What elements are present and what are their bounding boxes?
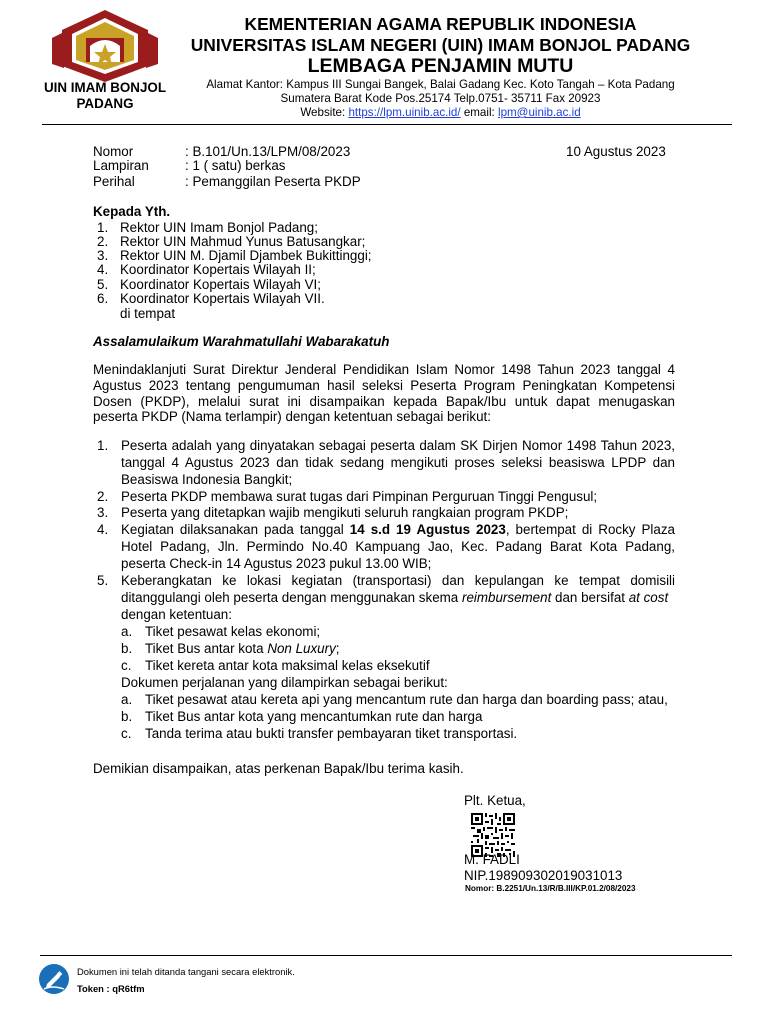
list-item-number: 4. <box>97 522 109 537</box>
perihal-value: : Pemanggilan Peserta PKDP <box>185 174 361 189</box>
provision-text: , bertempat di Rocky Plaza <box>505 522 675 537</box>
provision-text: dan bersifat <box>551 590 629 605</box>
ministry-title: KEMENTERIAN AGAMA REPUBLIK INDONESIA <box>244 14 637 34</box>
recipient-item: Rektor UIN Mahmud Yunus Batusangkar; <box>120 234 366 249</box>
sub-item: Tiket pesawat kelas ekonomi; <box>145 624 321 639</box>
recipients-heading: Kepada Yth. <box>93 204 171 219</box>
perihal-label: Perihal <box>93 174 135 189</box>
sub-item <box>145 641 340 657</box>
sub-item-italic: Non Luxury <box>267 641 336 656</box>
provision-line: tanggal 4 Agustus 2023 dan tidak sedang mengikuti proses seleksi beasiswa LPDP dan <box>121 455 675 470</box>
sub-item-text: ; <box>335 641 340 656</box>
nomor-value: : B.101/Un.13/LPM/08/2023 <box>185 144 351 159</box>
intro-line: Dosen (PKDP), melalui surat ini disampaikan kepada Bapak/Ibu untuk dapat menugaskan <box>93 394 675 409</box>
sub-letter: b. <box>121 709 133 724</box>
footer-token: Token : qR6tfm <box>77 983 145 994</box>
list-item-number: 4. <box>97 262 109 277</box>
provision-text: ditanggulangi oleh peserta dengan menggunakan skema <box>121 590 462 605</box>
sub-item: Tiket kereta antar kota maksimal kelas eksekutif <box>145 658 430 673</box>
institute-title: LEMBAGA PENJAMIN MUTU <box>307 55 574 77</box>
provision-line: peserta Check-in 14 Agustus 2023 pukul 13.00 WIB; <box>121 556 432 571</box>
qr-code-icon <box>471 813 515 857</box>
intro-line: Agustus 2023 tentang pengumuman hasil seleksi Peserta Program Peningkatan Kompetensi <box>93 378 675 393</box>
provision-text: Kegiatan dilaksanakan pada tanggal <box>121 522 350 537</box>
sub-letter: c. <box>121 658 132 673</box>
list-item-number: 6. <box>97 291 109 306</box>
closing-text: Demikian disampaikan, atas perkenan Bapak/Ibu terima kasih. <box>93 761 464 776</box>
header-divider <box>42 124 732 125</box>
provision-line: Peserta PKDP membawa surat tugas dari Pimpinan Perguruan Tinggi Pengusul; <box>121 489 598 504</box>
list-item-number: 1. <box>97 438 109 453</box>
list-item-number: 2. <box>97 489 109 504</box>
provision-line: Beasiswa Indonesia Bangkit; <box>121 472 293 487</box>
recipient-item: Rektor UIN Imam Bonjol Padang; <box>120 220 318 235</box>
university-logo <box>44 8 166 118</box>
provision-line: Peserta adalah yang dinyatakan sebagai peserta dalam SK Dirjen Nomor 1498 Tahun 2023, <box>121 438 675 453</box>
university-title: UNIVERSITAS ISLAM NEGERI (UIN) IMAM BONJOL PADANG <box>190 35 691 55</box>
list-item-number: 5. <box>97 277 109 292</box>
sub-item: Tiket Bus antar kota yang mencantumkan rute dan harga <box>145 709 483 724</box>
signatory-name: M. FADLI <box>464 852 520 867</box>
list-item-number: 1. <box>97 220 109 235</box>
list-item-number: 3. <box>97 505 109 520</box>
logo-text-line2: PADANG <box>76 96 134 111</box>
intro-line: peserta PKDP (Nama terlampir) dengan ketentuan sebagai berikut: <box>93 409 491 424</box>
contact-line <box>168 106 713 120</box>
sub-item: Tiket pesawat atau kereta api yang mencantum rute dan harga dan boarding pass; atau, <box>145 692 668 707</box>
sub-letter: a. <box>121 692 133 707</box>
provision-line <box>121 590 675 606</box>
signatory-nip: NIP.198909302019031013 <box>464 868 623 883</box>
sub-letter: b. <box>121 641 133 656</box>
sub-letter: a. <box>121 624 133 639</box>
logo-text-line1: UIN IMAM BONJOL <box>44 80 166 95</box>
uin-emblem-icon <box>50 8 160 84</box>
lampiran-value: : 1 ( satu) berkas <box>185 158 286 173</box>
event-dates: 14 s.d 19 Agustus 2023 <box>349 522 506 537</box>
list-item-number: 5. <box>97 573 109 588</box>
list-item-number: 3. <box>97 248 109 263</box>
email-label: email: <box>463 106 495 119</box>
address-line2: Sumatera Barat Kode Pos.25174 Telp.0751- 35711 Fax 20923 <box>280 92 601 105</box>
provision-line: dengan ketentuan: <box>121 607 232 622</box>
documents-heading: Dokumen perjalanan yang dilampirkan sebagai berikut: <box>121 675 448 690</box>
provision-italic: reimbursement <box>461 590 552 605</box>
provision-line: Peserta yang ditetapkan wajib mengikuti seluruh rangkaian program PKDP; <box>121 505 569 520</box>
address-line1: Alamat Kantor: Kampus III Sungai Bangek, Balai Gadang Kec. Koto Tangah – Kota Padang <box>206 78 675 91</box>
list-item-number: 2. <box>97 234 109 249</box>
provision-line: Keberangkatan ke lokasi kegiatan (transportasi) dan kepulangan ke tempat domisili <box>121 573 675 588</box>
sub-item-text: Tiket Bus antar kota <box>145 641 268 656</box>
recipient-place: di tempat <box>120 306 176 321</box>
website-link[interactable]: https://lpm.uinib.ac.id/ <box>348 106 461 119</box>
provision-italic: at cost <box>628 590 669 605</box>
footer-note: Dokumen ini telah ditanda tangani secara elektronik. <box>77 966 295 977</box>
provision-line <box>121 522 675 538</box>
letter-date: 10 Agustus 2023 <box>566 144 666 159</box>
sub-item: Tanda terima atau bukti transfer pembayaran tiket transportasi. <box>145 726 518 741</box>
provision-line: Hotel Padang, Jln. Permindo No.40 Kampuang Jao, Kec. Padang Barat Kota Padang, <box>121 539 675 554</box>
signature-title: Plt. Ketua, <box>464 793 526 808</box>
e-signature-icon <box>38 963 70 995</box>
sub-letter: c. <box>121 726 132 741</box>
lampiran-label: Lampiran <box>93 158 149 173</box>
recipient-item: Rektor UIN M. Djamil Djambek Bukittinggi; <box>120 248 372 263</box>
recipient-item: Koordinator Kopertais Wilayah VII. <box>120 291 325 306</box>
footer-divider <box>40 955 732 956</box>
intro-line: Menindaklanjuti Surat Direktur Jenderal Pendidikan Islam Nomor 1498 Tahun 2023 tanggal 4 <box>93 362 675 377</box>
greeting: Assalamulaikum Warahmatullahi Wabarakatuh <box>93 334 390 349</box>
website-label: Website: <box>300 106 346 119</box>
signature-reference: Nomor: B.2251/Un.13/R/B.III/KP.01.2/08/2023 <box>465 884 636 893</box>
email-link[interactable]: lpm@uinib.ac.id <box>498 106 581 119</box>
recipient-item: Koordinator Kopertais Wilayah VI; <box>120 277 321 292</box>
recipient-item: Koordinator Kopertais Wilayah II; <box>120 262 316 277</box>
nomor-label: Nomor <box>93 144 134 159</box>
